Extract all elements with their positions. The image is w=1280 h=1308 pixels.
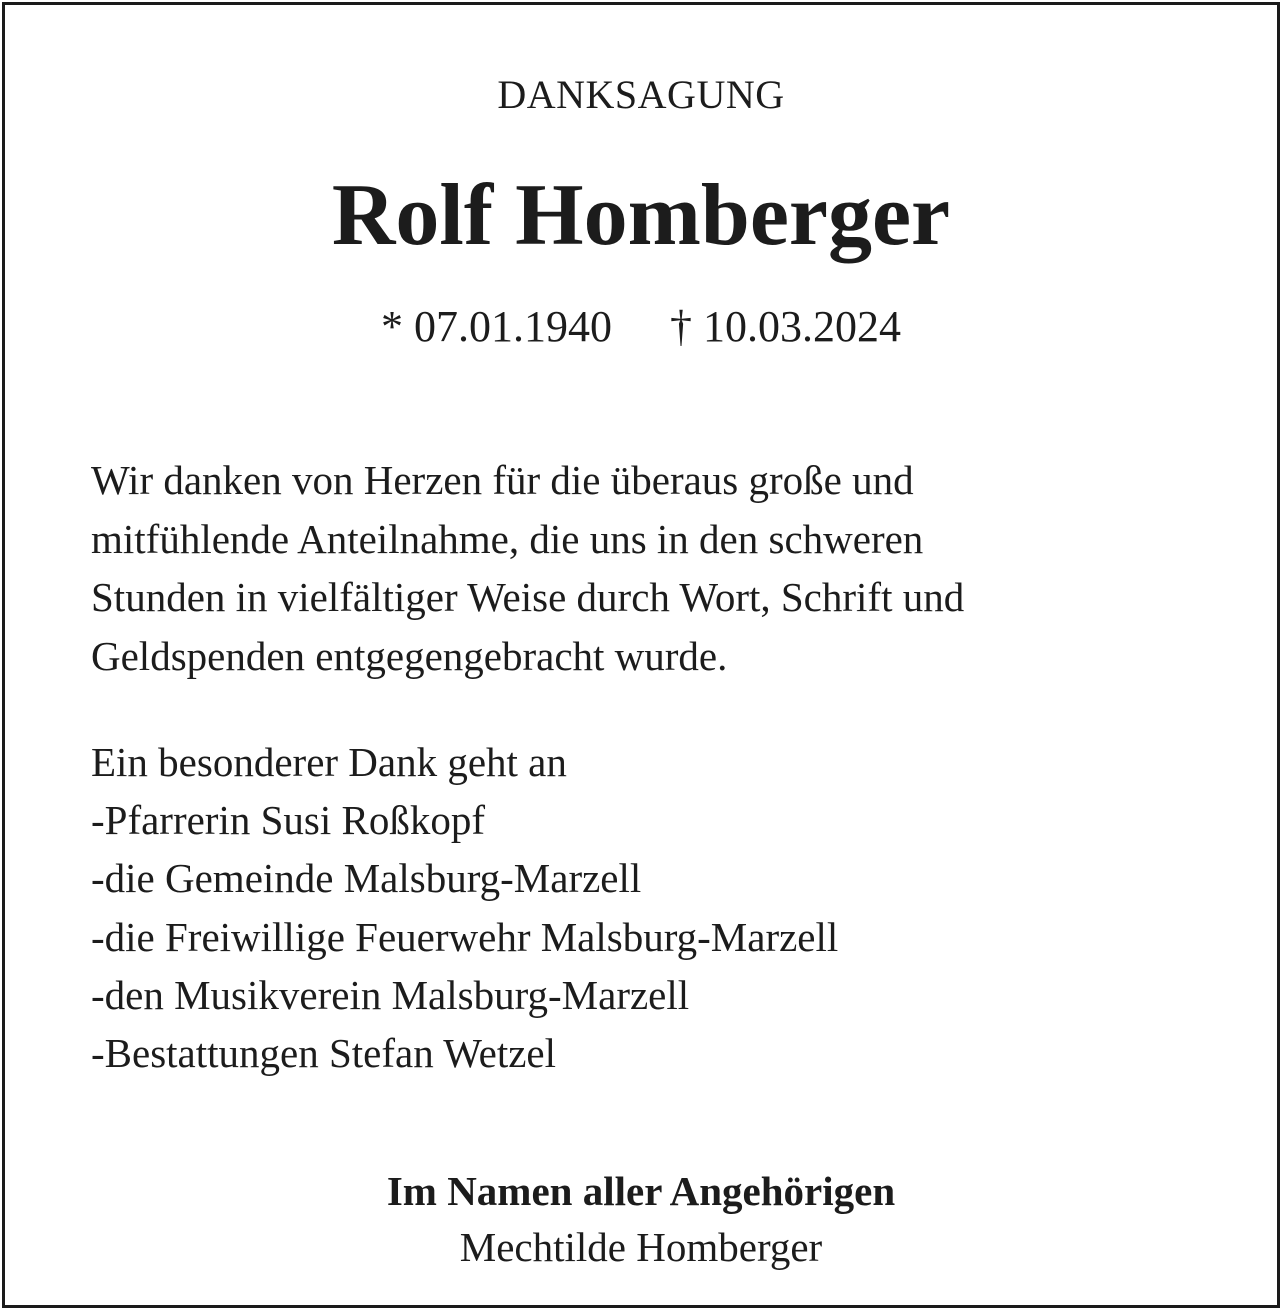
signoff-line: Im Namen aller Angehörigen xyxy=(386,1168,896,1214)
notice-frame xyxy=(2,2,1280,1308)
thanks-list-item: -die Gemeinde Malsburg-Marzell xyxy=(91,855,642,902)
paragraph-line: Stunden in vielfältiger Weise durch Wort, Schrift und xyxy=(91,574,965,621)
special-thanks xyxy=(91,733,1211,1082)
paragraph-line: mitfühlende Anteilnahme, die uns in den schweren xyxy=(91,515,924,562)
thanks-list-item: -Pfarrerin Susi Roßkopf xyxy=(91,797,486,844)
life-dates xyxy=(5,301,1277,353)
thanks-paragraph xyxy=(91,451,1211,685)
signoff-block xyxy=(5,1163,1277,1275)
thanks-list-item: -den Musikverein Malsburg-Marzell xyxy=(91,971,690,1018)
signature: Mechtilde Homberger xyxy=(459,1224,823,1270)
thanks-list-item: -Bestattungen Stefan Wetzel xyxy=(91,1030,557,1077)
deceased-name: Rolf Homberger xyxy=(331,167,951,264)
notice-heading: DANKSAGUNG xyxy=(497,72,785,117)
thanks-list-item: -die Freiwillige Feuerwehr Malsburg-Marzell xyxy=(91,913,839,960)
thanks-intro: Ein besonderer Dank geht an xyxy=(91,739,567,785)
paragraph-line: Geldspenden entgegengebracht wurde. xyxy=(91,632,728,679)
birth-date: * 07.01.1940 xyxy=(381,302,612,351)
death-date: † 10.03.2024 xyxy=(670,302,901,351)
paragraph-line: Wir danken von Herzen für die überaus große und xyxy=(91,457,914,503)
